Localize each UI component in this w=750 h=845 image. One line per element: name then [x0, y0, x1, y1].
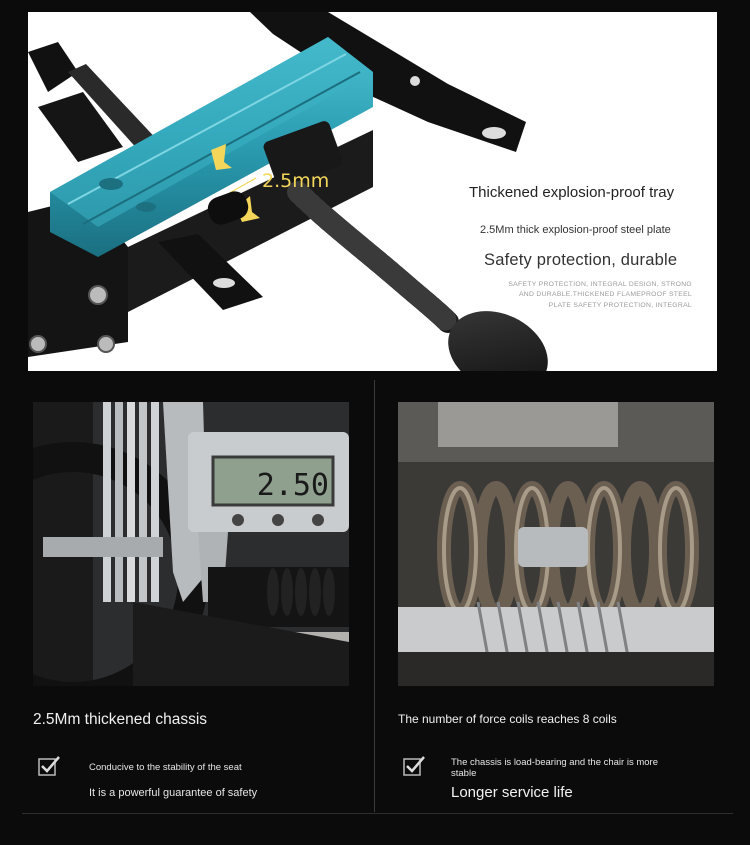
hero-title: Thickened explosion-proof tray	[469, 184, 675, 201]
hero-subtitle: 2.5Mm thick explosion-proof steel plate	[480, 224, 671, 236]
panel-divider	[374, 380, 375, 812]
left-point-2: It is a powerful guarantee of safety	[89, 787, 258, 799]
hero-tagline: Safety protection, durable	[484, 251, 678, 269]
caliper-reading: 2.50	[256, 468, 329, 503]
left-point-1: Conducive to the stability of the seat	[89, 762, 242, 773]
spring	[267, 568, 335, 616]
checkmark-box-icon	[403, 756, 425, 776]
hero-small-text: SAFETY PROTECTION, INTEGRAL DESIGN, STRONG AND DURABLE.THICKENED FLAMEPROOF STEEL PLATE SAFETY PROTECTION, INTEGRAL	[508, 281, 692, 309]
left-panel-title: 2.5Mm thickened chassis	[33, 711, 208, 728]
checkmark-box-icon	[38, 756, 60, 776]
hero-image	[28, 12, 717, 371]
coil-spring-photo	[398, 402, 714, 686]
thickness-callout: 2.5mm	[262, 170, 330, 192]
caliper-photo	[33, 402, 349, 686]
right-panel-title: The number of force coils reaches 8 coils	[398, 712, 617, 726]
right-point-2: Longer service life	[451, 784, 573, 801]
right-point-1: The chassis is load-bearing and the chair is more stable	[451, 757, 658, 779]
bottom-divider	[22, 813, 733, 814]
